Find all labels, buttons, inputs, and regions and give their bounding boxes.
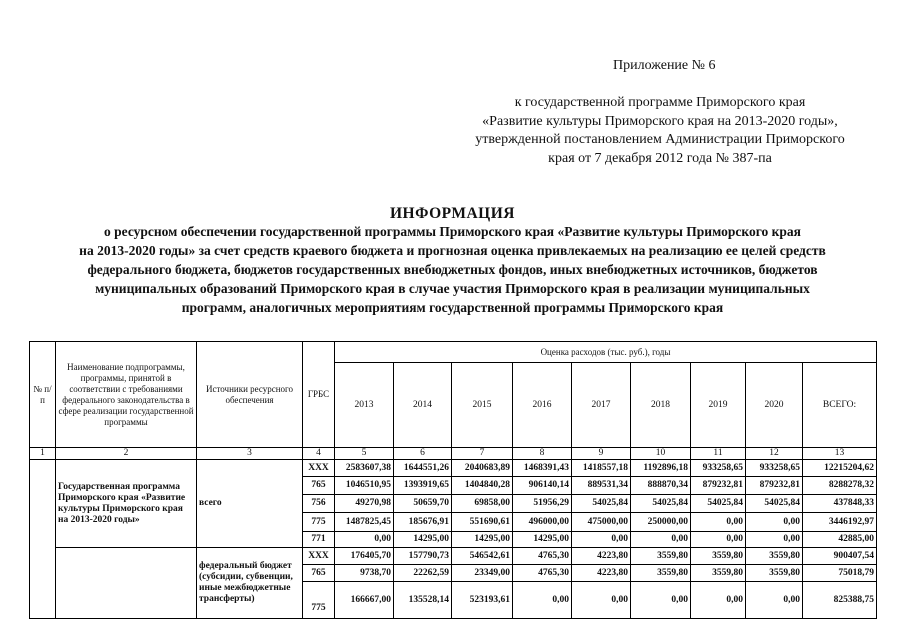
grbs-cell: XXX xyxy=(303,460,335,477)
header-total: ВСЕГО: xyxy=(803,363,877,448)
value-cell: 0,00 xyxy=(691,513,746,532)
column-number: 9 xyxy=(572,448,631,460)
value-cell: 0,00 xyxy=(746,532,803,548)
value-cell: 22262,59 xyxy=(394,565,452,582)
table-row xyxy=(30,548,877,565)
value-cell: 551690,61 xyxy=(452,513,513,532)
column-number: 1 xyxy=(30,448,56,460)
value-cell: 4765,30 xyxy=(513,565,572,582)
value-cell: 185676,91 xyxy=(394,513,452,532)
header-grbs: ГРБС xyxy=(303,342,335,448)
value-cell: 50659,70 xyxy=(394,495,452,513)
grbs-cell: 771 xyxy=(303,532,335,548)
header-year: 2013 xyxy=(335,363,394,448)
value-cell: 8288278,32 xyxy=(803,477,877,495)
value-cell: 9738,70 xyxy=(335,565,394,582)
header-num: № п/п xyxy=(30,342,56,448)
value-cell: 496000,00 xyxy=(513,513,572,532)
value-cell: 3559,80 xyxy=(746,548,803,565)
column-number: 5 xyxy=(335,448,394,460)
value-cell: 0,00 xyxy=(631,532,691,548)
header-year: 2018 xyxy=(631,363,691,448)
header-year: 2016 xyxy=(513,363,572,448)
value-cell: 1468391,43 xyxy=(513,460,572,477)
subtitle-line: муниципальных образований Приморского края в случае участия Приморского края в реализации муниципальных xyxy=(95,281,810,296)
value-cell: 900407,54 xyxy=(803,548,877,565)
document-subtitle xyxy=(22,222,883,317)
value-cell: 14295,00 xyxy=(452,532,513,548)
value-cell: 879232,81 xyxy=(746,477,803,495)
value-cell: 0,00 xyxy=(513,582,572,619)
column-number: 13 xyxy=(803,448,877,460)
value-cell: 879232,81 xyxy=(691,477,746,495)
value-cell: 2040683,89 xyxy=(452,460,513,477)
value-cell: 54025,84 xyxy=(631,495,691,513)
approval-line: «Развитие культуры Приморского края на 2013-2020 годы», xyxy=(482,113,838,129)
value-cell: 0,00 xyxy=(691,582,746,619)
value-cell: 4223,80 xyxy=(572,565,631,582)
header-name: Наименование подпрограммы, программы, принятой в соответствии с требованиями федерального законодательства в сфере реализации государственной программы xyxy=(56,342,197,448)
value-cell: 14295,00 xyxy=(513,532,572,548)
value-cell: 0,00 xyxy=(631,582,691,619)
approval-line: края от 7 декабря 2012 года № 387-па xyxy=(548,150,772,166)
value-cell: 4223,80 xyxy=(572,548,631,565)
value-cell: 0,00 xyxy=(746,513,803,532)
grbs-cell: 765 xyxy=(303,565,335,582)
value-cell: 4765,30 xyxy=(513,548,572,565)
value-cell: 1192896,18 xyxy=(631,460,691,477)
value-cell: 0,00 xyxy=(691,532,746,548)
value-cell: 437848,33 xyxy=(803,495,877,513)
column-number: 6 xyxy=(394,448,452,460)
column-number: 4 xyxy=(303,448,335,460)
grbs-cell: 775 xyxy=(303,582,335,619)
approval-line: к государственной программе Приморского края xyxy=(514,95,806,110)
value-cell: 906140,14 xyxy=(513,477,572,495)
value-cell: 75018,79 xyxy=(803,565,877,582)
value-cell: 51956,29 xyxy=(513,495,572,513)
value-cell: 69858,00 xyxy=(452,495,513,513)
grbs-cell: XXX xyxy=(303,548,335,565)
header-year: 2014 xyxy=(394,363,452,448)
header-estimate: Оценка расходов (тыс. руб.), годы xyxy=(335,342,877,363)
value-cell: 3559,80 xyxy=(746,565,803,582)
value-cell: 1644551,26 xyxy=(394,460,452,477)
value-cell: 546542,61 xyxy=(452,548,513,565)
subtitle-line: программ, аналогичных мероприятиям государственной программы Приморского края xyxy=(181,300,724,315)
column-number: 10 xyxy=(631,448,691,460)
value-cell: 0,00 xyxy=(572,582,631,619)
value-cell: 3559,80 xyxy=(631,548,691,565)
header-source: Источники ресурсного обеспечения xyxy=(197,342,303,448)
value-cell: 54025,84 xyxy=(691,495,746,513)
value-cell: 12215204,62 xyxy=(803,460,877,477)
value-cell: 3559,80 xyxy=(691,548,746,565)
column-number: 11 xyxy=(691,448,746,460)
value-cell: 3446192,97 xyxy=(803,513,877,532)
value-cell: 1418557,18 xyxy=(572,460,631,477)
column-number: 3 xyxy=(197,448,303,460)
column-number: 8 xyxy=(513,448,572,460)
value-cell: 14295,00 xyxy=(394,532,452,548)
column-number: 2 xyxy=(56,448,197,460)
grbs-cell: 756 xyxy=(303,495,335,513)
value-cell: 176405,70 xyxy=(335,548,394,565)
value-cell: 2583607,38 xyxy=(335,460,394,477)
value-cell: 3559,80 xyxy=(691,565,746,582)
subtitle-line: федерального бюджета, бюджетов государственных внебюджетных фондов, иных внебюджетных источников, бюджетов xyxy=(87,262,818,277)
subtitle-line: о ресурсном обеспечении государственной программы Приморского края «Развитие культуры Приморского края xyxy=(104,224,801,239)
source-total-label: всего xyxy=(197,460,303,548)
approval-text xyxy=(460,94,860,168)
subtitle-line: на 2013-2020 годы» за счет средств краевого бюджета и прогнозная оценка привлекаемых на реализацию ее целей средств xyxy=(79,243,826,258)
value-cell: 23349,00 xyxy=(452,565,513,582)
value-cell: 888870,34 xyxy=(631,477,691,495)
value-cell: 135528,14 xyxy=(394,582,452,619)
source-federal-label: федеральный бюджет (субсидии, субвенции, иные межбюджетные трансферты) xyxy=(197,548,303,619)
header-year: 2020 xyxy=(746,363,803,448)
grbs-cell: 775 xyxy=(303,513,335,532)
value-cell: 166667,00 xyxy=(335,582,394,619)
table-row xyxy=(30,460,877,477)
value-cell: 475000,00 xyxy=(572,513,631,532)
value-cell: 933258,65 xyxy=(691,460,746,477)
value-cell: 250000,00 xyxy=(631,513,691,532)
value-cell: 889531,34 xyxy=(572,477,631,495)
value-cell: 523193,61 xyxy=(452,582,513,619)
resource-table xyxy=(29,341,877,619)
column-numbers-row xyxy=(30,448,877,460)
value-cell: 1393919,65 xyxy=(394,477,452,495)
grbs-cell: 765 xyxy=(303,477,335,495)
value-cell: 1046510,95 xyxy=(335,477,394,495)
program-name: Государственная программа Приморского края «Развитие культуры Приморского края на 2013-2020 годы» xyxy=(56,460,197,548)
stray-mark: - xyxy=(92,336,96,347)
appendix-label: Приложение № 6 xyxy=(613,58,716,73)
column-number: 7 xyxy=(452,448,513,460)
header-year: 2015 xyxy=(452,363,513,448)
value-cell: 49270,98 xyxy=(335,495,394,513)
row-num-cell xyxy=(30,460,56,619)
document-title: ИНФОРМАЦИЯ xyxy=(390,205,515,222)
header-year: 2017 xyxy=(572,363,631,448)
program-name-continued xyxy=(56,548,197,619)
value-cell: 1487825,45 xyxy=(335,513,394,532)
value-cell: 0,00 xyxy=(746,582,803,619)
value-cell: 157790,73 xyxy=(394,548,452,565)
value-cell: 0,00 xyxy=(335,532,394,548)
value-cell: 3559,80 xyxy=(631,565,691,582)
value-cell: 54025,84 xyxy=(572,495,631,513)
value-cell: 54025,84 xyxy=(746,495,803,513)
value-cell: 0,00 xyxy=(572,532,631,548)
value-cell: 1404840,28 xyxy=(452,477,513,495)
value-cell: 42885,00 xyxy=(803,532,877,548)
value-cell: 933258,65 xyxy=(746,460,803,477)
column-number: 12 xyxy=(746,448,803,460)
approval-line: утвержденной постановлением Администрации Приморского xyxy=(475,132,845,147)
header-year: 2019 xyxy=(691,363,746,448)
value-cell: 825388,75 xyxy=(803,582,877,619)
